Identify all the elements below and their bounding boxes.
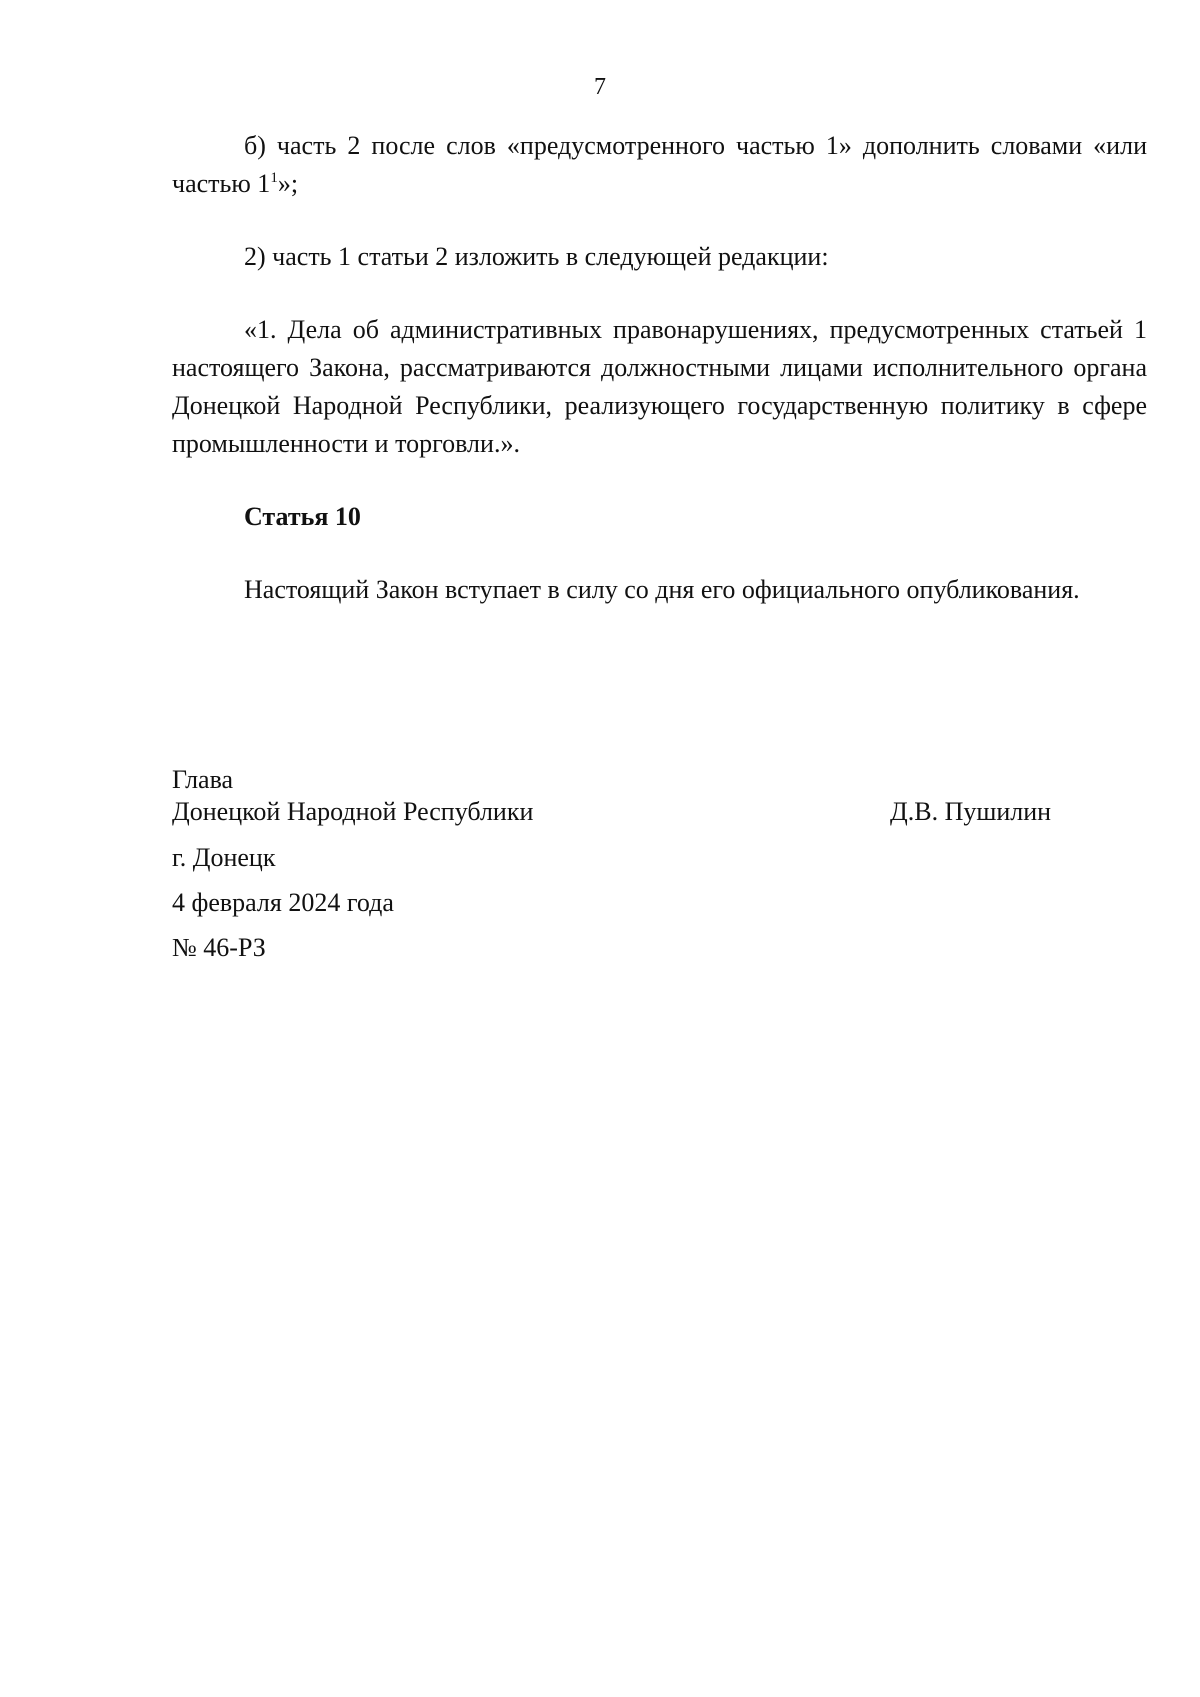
paragraph-entry-into-force: Настоящий Закон вступает в силу со дня его официального опубликования. [244,575,1080,604]
paragraph-quoted-text: «1. Дела об административных правонарушениях, предусмотренных статьей 1 настоящего Закона, рассматриваются должностными лицами исполнительного органа Донецкой Народной Республики, реализующего государственную политику в сфере промышленности и торговли.». [172,315,1147,458]
signatory-name: Д.В. Пушилин [890,797,1052,826]
superscript-index: 1 [270,170,278,186]
signatory-title: Глава [172,765,234,794]
law-number: № 46-РЗ [172,933,266,962]
paragraph-amendment-b-text: б) часть 2 после слов «предусмотренного частью 1» дополнить словами «или частью 1 [172,131,1147,198]
paragraph-amendment-b [172,127,1147,203]
paragraph-amendment-b-end: »; [277,169,299,198]
paragraph-amendment-2: 2) часть 1 статьи 2 изложить в следующей редакции: [244,242,829,271]
article-heading: Статья 10 [244,502,361,531]
signatory-organization: Донецкой Народной Республики [172,797,534,826]
signing-date: 4 февраля 2024 года [172,888,394,917]
signing-city: г. Донецк [172,843,276,872]
page-number: 7 [594,74,606,100]
